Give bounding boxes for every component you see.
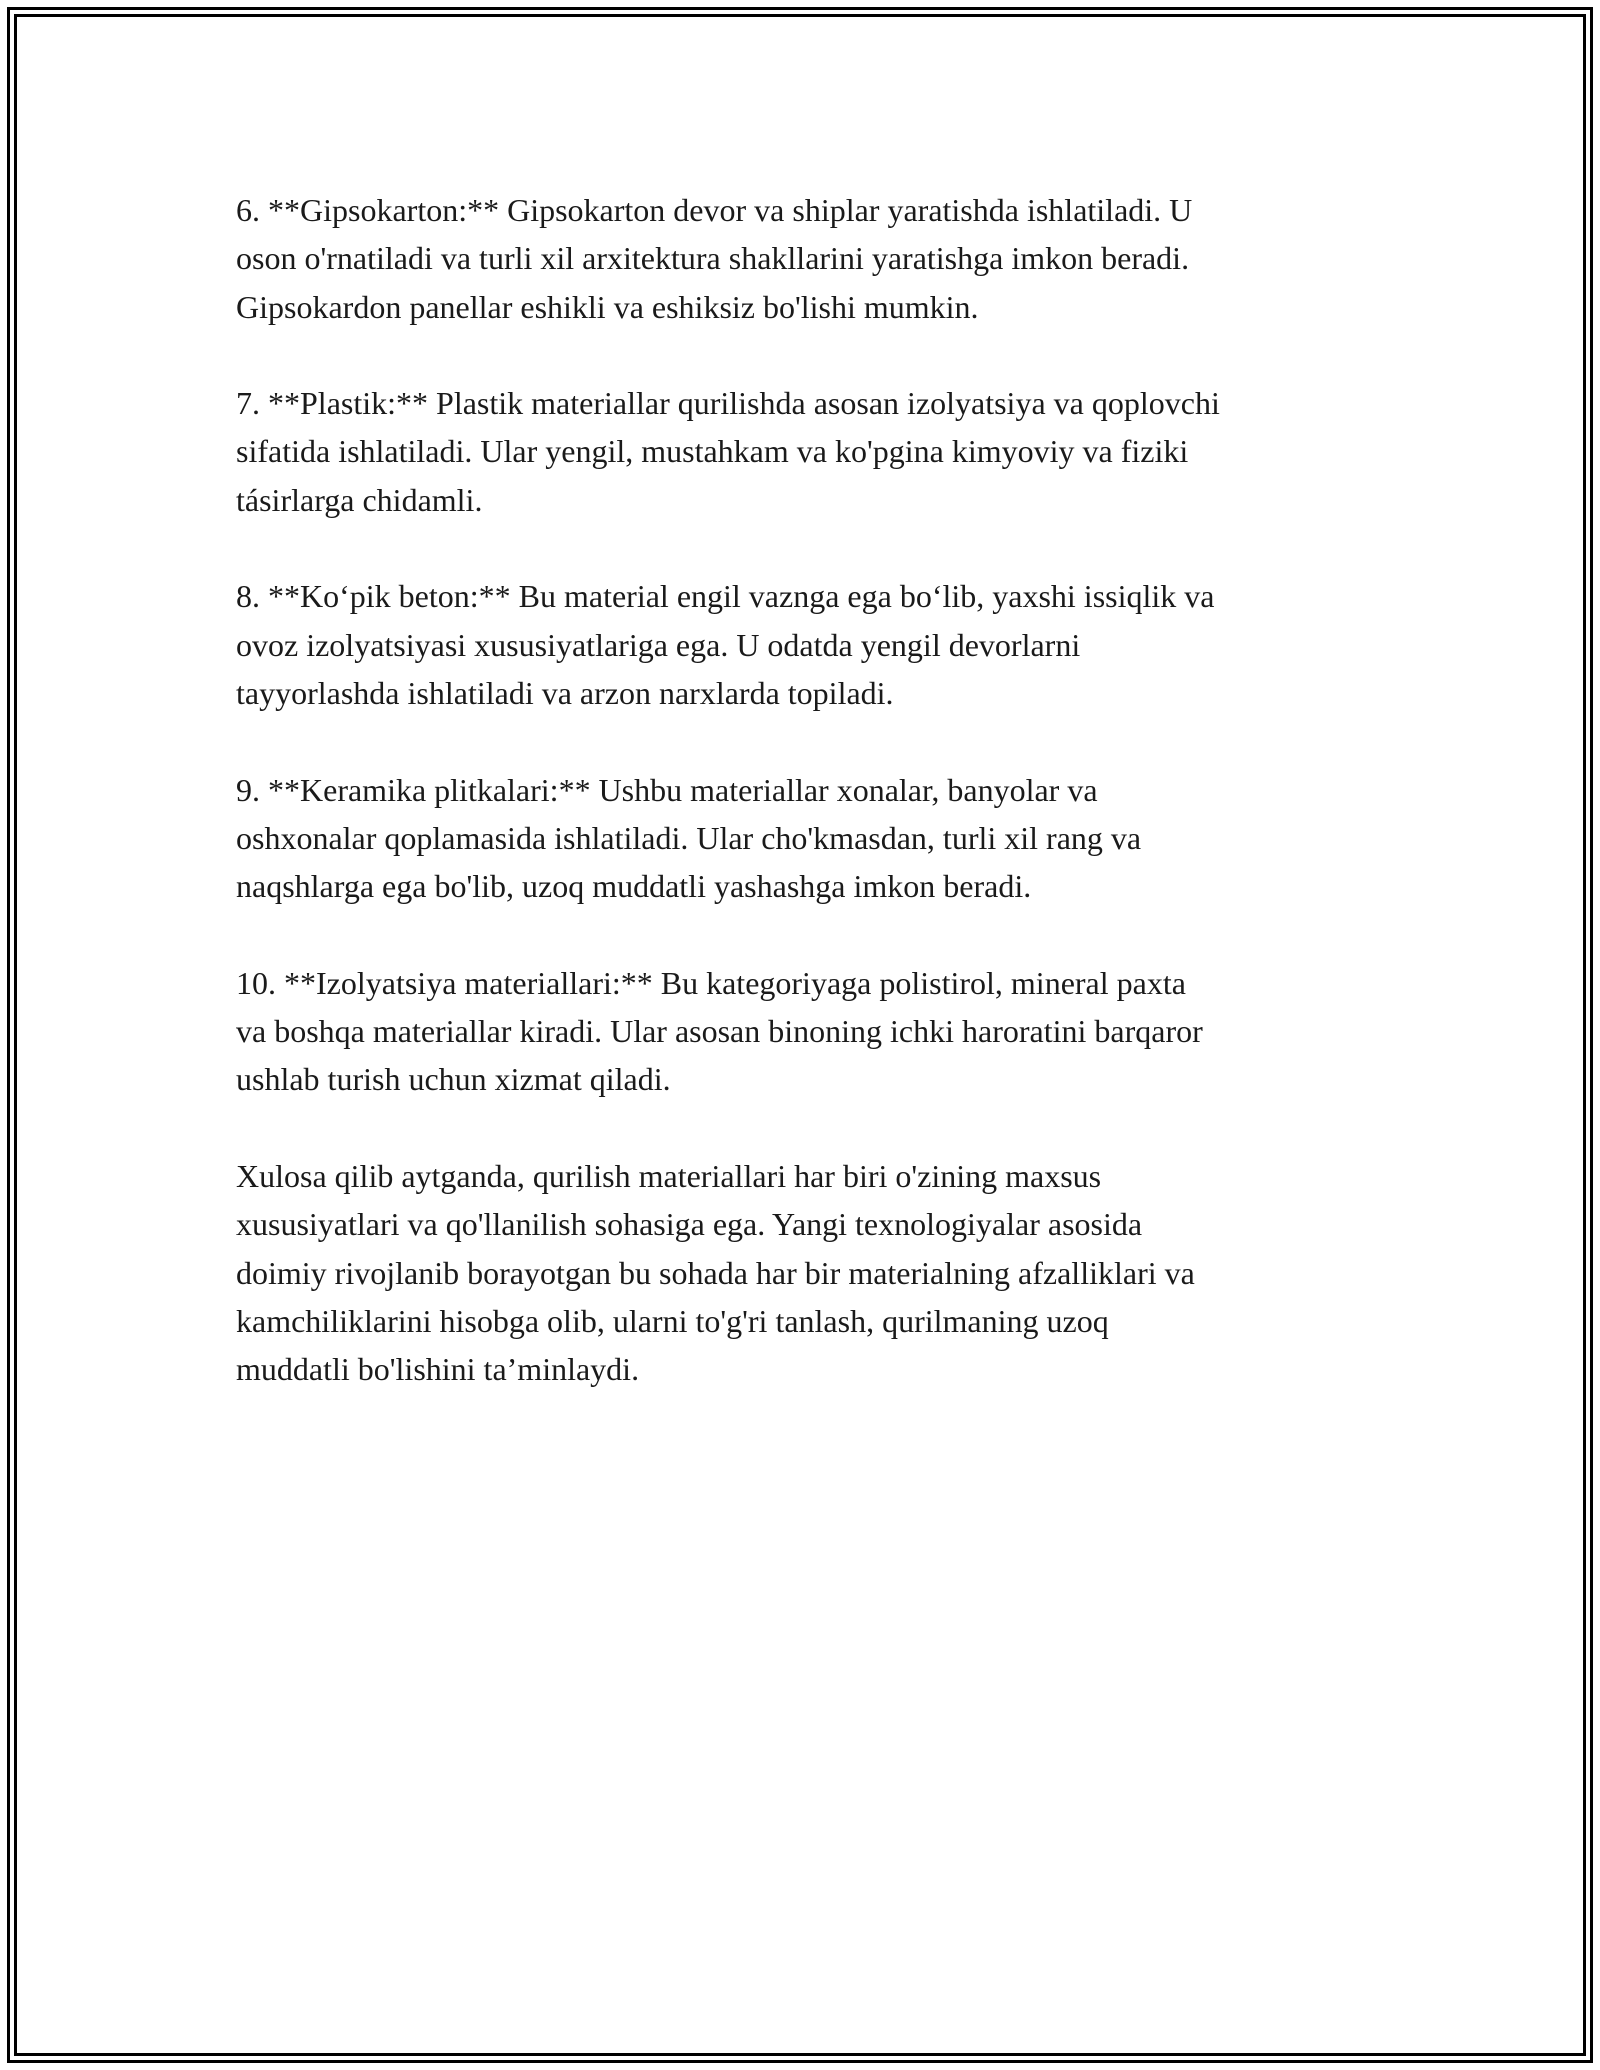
paragraph-kopik-beton: 8. **Ko‘pik beton:** Bu material engil vaznga ega bo‘lib, yaxshi issiqlik va ovoz izolyatsiyasi xususiyatlariga ega. U odatda yengil devorlarni tayyorlashda ishlatiladi va arzon narxlarda topiladi.	[236, 578, 1215, 711]
document-body	[236, 186, 1386, 1442]
paragraph-izolyatsiya-materiallari: 10. **Izolyatsiya materiallari:** Bu kategoriyaga polistirol, mineral paxta va boshqa materiallar kiradi. Ular asosan binoning ichki haroratini barqaror ushlab turish uchun xizmat qiladi.	[236, 964, 1203, 1098]
paragraph-plastik: 7. **Plastik:** Plastik materiallar qurilishda asosan izolyatsiya va qoplovchi sifatida ishlatiladi. Ular yengil, mustahkam va ko'pgina kimyoviy va fiziki tásirlarga chidamli.	[236, 385, 1220, 518]
paragraph-keramika-plitkalari: 9. **Keramika plitkalari:** Ushbu materiallar xonalar, banyolar va oshxonalar qoplamasida ishlatiladi. Ular cho'kmasdan, turli xil rang va naqshlarga ega bo'lib, uzoq muddatli yashashga imkon beradi.	[236, 771, 1142, 905]
paragraph-xulosa: Xulosa qilib aytganda, qurilish materiallari har biri o'zining maxsus xususiyatlari va qo'llanilish sohasiga ega. Yangi texnologiyalar asosida doimiy rivojlanib borayotgan bu sohada har bir materialning afzalliklari va kamchiliklarini hisobga olib, ularni to'g'ri tanlash, qurilmaning uzoq muddatli bo'lishini ta’minlaydi.	[236, 1157, 1195, 1388]
paragraph-gipsokarton: 6. **Gipsokarton:** Gipsokarton devor va shiplar yaratishda ishlatiladi. U oson o'rnatiladi va turli xil arxitektura shakllarini yaratishga imkon beradi. Gipsokardon panellar eshikli va eshiksiz bo'lishi mumkin.	[236, 192, 1193, 325]
